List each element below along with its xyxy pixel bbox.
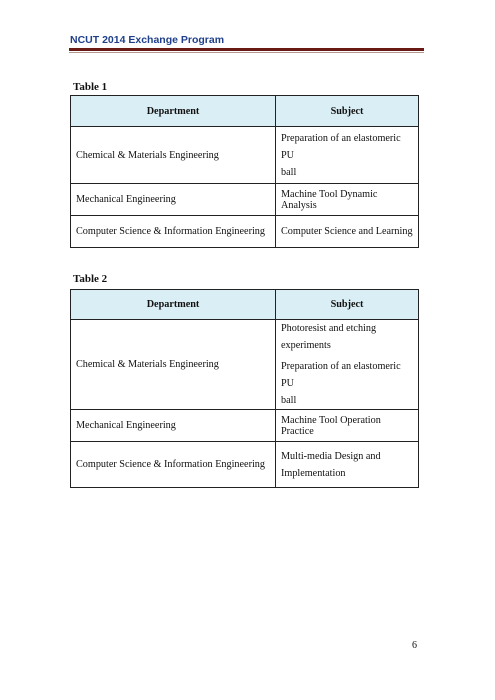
table1-caption: Table 1 — [73, 81, 108, 93]
table-row — [71, 184, 419, 216]
subject-cell — [276, 127, 419, 184]
table-row — [71, 442, 419, 488]
header-rule-thin — [69, 52, 424, 53]
subject-line: experiments — [281, 340, 331, 351]
department-cell: Computer Science & Information Engineering — [71, 442, 276, 488]
document-header: NCUT 2014 Exchange Program — [70, 34, 225, 46]
subject-line: Preparation of an elastomeric PU — [281, 132, 401, 161]
department-cell: Computer Science & Information Engineering — [71, 216, 276, 248]
table-row — [71, 216, 419, 248]
page-number: 6 — [412, 640, 417, 651]
department-cell: Mechanical Engineering — [71, 410, 276, 442]
subject-line: Multi-media Design and — [281, 450, 381, 462]
table1-header-row — [71, 96, 419, 127]
subject-cell — [276, 320, 419, 410]
subject-line: Preparation of an elastomeric PU — [281, 361, 401, 389]
table2-header-department: Department — [71, 290, 276, 320]
subject-line: Photoresist and etching — [281, 323, 377, 334]
subject-line: ball — [281, 395, 297, 406]
table-row — [71, 410, 419, 442]
department-cell: Mechanical Engineering — [71, 184, 276, 216]
table2-caption: Table 2 — [73, 273, 108, 285]
subject-cell: Machine Tool Dynamic Analysis — [276, 184, 419, 216]
table1-header-subject: Subject — [276, 96, 419, 127]
table-1 — [70, 95, 419, 248]
table1-header-department: Department — [71, 96, 276, 127]
table-2 — [70, 289, 419, 488]
subject-cell: Machine Tool Operation Practice — [276, 410, 419, 442]
table-row — [71, 127, 419, 184]
header-rule — [69, 48, 424, 51]
department-cell: Chemical & Materials Engineering — [71, 127, 276, 184]
subject-line: Implementation — [281, 467, 346, 479]
subject-cell: Computer Science and Learning — [276, 216, 419, 248]
table2-header-subject: Subject — [276, 290, 419, 320]
table2-header-row — [71, 290, 419, 320]
subject-cell — [276, 442, 419, 488]
subject-line: ball — [281, 166, 297, 178]
table-row — [71, 320, 419, 410]
department-cell: Chemical & Materials Engineering — [71, 320, 276, 410]
